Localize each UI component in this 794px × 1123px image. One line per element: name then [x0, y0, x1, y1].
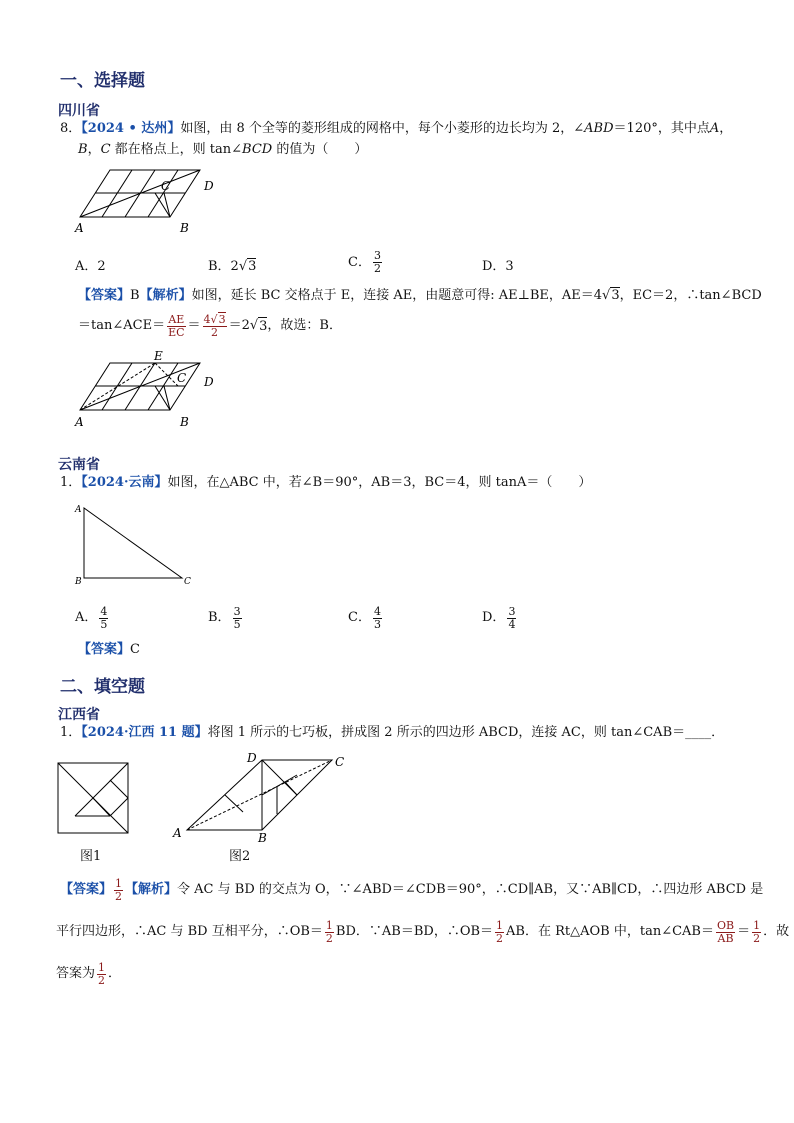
q2-option-b [208, 600, 244, 636]
q2-label-A: A [75, 505, 82, 515]
q3-half-den: 2 [325, 931, 333, 945]
q1-sol-label-A: A [75, 415, 84, 429]
q3-half-den: 2 [98, 973, 106, 987]
q1-option-c-letter: C． [348, 255, 371, 270]
q1-sol-label-B: B [180, 415, 189, 429]
section-title-fill: 二、填空题 [60, 677, 145, 697]
q3-half-num: 1 [753, 918, 761, 932]
q3-label-B: B [258, 831, 267, 845]
q3-stem [60, 724, 724, 742]
q3-stem-text: 将图 1 所示的七巧板，拼成图 2 所示的四边形 ABCD，连接 AC，则 tan∠CAB＝____． [207, 725, 725, 740]
q1-answer-line2: ＝tan∠ACE＝ $\frac{AE}{EC}$ ＝ $\frac{4√3}{2}$ ＝2 √ 3 ，故选：B． [78, 312, 342, 339]
q2-stem-text: 如图，在△ABC 中，若∠B＝90°，AB＝3，BC＝4，则 tanA＝（ ） [167, 475, 592, 490]
q3-figure1-tangram [55, 760, 135, 835]
q3-analysis-text: 答案为 [56, 966, 96, 981]
q1-sol-label-C: C [177, 371, 187, 385]
q1-stem-line2 [78, 141, 367, 159]
q1-stem-text: 都在格点上，则 tan∠ [110, 142, 243, 157]
q3-analysis-text: 令 AC 与 BD 的交点为 O，∵∠ABD＝∠CDB＝90°，∴CD∥AB，又∵AB∥CD，∴四边形 ABCD 是 [177, 882, 764, 897]
q2-label-C: C [184, 577, 191, 587]
q1-option-b-text: B．2 [208, 259, 239, 274]
q1-analysis-tag: 【解析】 [139, 288, 192, 303]
q1-stem-text: ， [87, 142, 101, 157]
q2-option-c [348, 600, 384, 636]
q1-label-B: B [180, 221, 189, 235]
q1-answer-tag: 【答案】 [78, 288, 131, 303]
q2-option-d [482, 600, 518, 636]
q1-frac2-radicand: 3 [218, 312, 226, 326]
q1-option-d: D．3 [482, 259, 514, 274]
q3-frac-den: AB [717, 931, 734, 945]
q3-answer-tag: 【答案】 [60, 882, 113, 897]
q3-number: 1． [60, 725, 82, 740]
q1-stem-text: ＝120°，其中点 [613, 121, 710, 136]
q1-frac2-num: 4 [203, 312, 211, 326]
q1-option-b: B．2√3 [208, 259, 257, 274]
q2-figure-triangle [70, 500, 200, 590]
q3-analysis-text: ． [108, 966, 122, 981]
q1-number: 8． [60, 121, 82, 136]
q1-source: 【2024 • 达州】 [81, 121, 181, 136]
q3-analysis-tag: 【解析】 [125, 882, 178, 897]
q1-analysis-radicand: 3 [259, 318, 268, 334]
q3-answer-line2 [56, 914, 789, 950]
q1-analysis-text: ，EC＝2，∴tan∠BCD [619, 288, 762, 303]
q3-fig1-caption: 图1 [80, 849, 102, 864]
q2-answer [78, 641, 140, 659]
province-sichuan: 四川省 [58, 103, 100, 119]
q1-stem-text: BCD [242, 142, 273, 157]
q1-option-c [348, 250, 384, 275]
q2-source: 【2024·云南】 [81, 475, 168, 490]
q1-frac-num: AE [168, 312, 185, 326]
q3-half-num: 1 [496, 918, 504, 932]
q1-label-D: D [204, 179, 214, 193]
q2-option-letter: D． [482, 610, 506, 625]
q1-analysis-radicand: 3 [611, 288, 620, 303]
q3-answer-den: 2 [115, 889, 123, 903]
q1-stem-text: ABD [584, 121, 614, 136]
q1-solution-figure [70, 348, 230, 430]
q1-option-c-num: 3 [373, 249, 381, 262]
q1-label-C: C [161, 179, 171, 193]
q3-analysis-text: AB．在 Rt△AOB 中，tan∠CAB＝ [506, 924, 714, 939]
q3-half-num: 1 [98, 960, 106, 974]
q3-frac-num: OB [716, 918, 735, 932]
q1-answer-value: B [130, 288, 140, 303]
q1-analysis-text: ＝tan∠ACE＝ [78, 318, 166, 333]
q3-label-D: D [247, 751, 257, 765]
q2-option-num: 3 [233, 604, 241, 618]
q3-answer-line1 [60, 872, 763, 908]
q1-analysis-text: ，故选：B． [267, 318, 342, 333]
q2-option-letter: B． [208, 610, 231, 625]
q1-analysis-text: ＝2 [228, 318, 250, 333]
q3-half-den: 2 [496, 931, 504, 945]
q1-option-c-den: 2 [373, 262, 381, 275]
q2-stem [60, 474, 591, 492]
q1-frac2-den: 2 [211, 325, 219, 339]
q1-option-b-radicand: 3 [248, 259, 257, 274]
q3-answer-line3 [56, 956, 121, 992]
q1-label-A: A [75, 221, 84, 235]
q2-answer-value: C [130, 642, 140, 657]
q1-frac-den: EC [168, 325, 185, 339]
q2-option-den: 4 [508, 617, 516, 631]
q1-option-a: A．2 [75, 259, 106, 274]
q2-option-num: 4 [373, 604, 381, 618]
q3-label-C: C [335, 755, 345, 769]
q1-analysis-text: 如图，延长 BC 交格点于 E，连接 AE，由题意可得: AE⊥BE，AE＝4 [191, 288, 603, 303]
q2-option-den: 5 [100, 617, 108, 631]
q3-source: 【2024·江西 11 题】 [81, 725, 208, 740]
q3-analysis-text: 平行四边形，∴AC 与 BD 互相平分，∴OB＝ [56, 924, 323, 939]
q3-answer-num: 1 [115, 876, 123, 890]
q3-half-num: 1 [325, 918, 333, 932]
q3-figure2-parallelogram [165, 750, 355, 845]
province-jiangxi: 江西省 [58, 707, 100, 723]
section-title-choice: 一、选择题 [60, 71, 145, 91]
q3-half-den: 2 [753, 931, 761, 945]
q3-analysis-text: BD．∵AB＝BD，∴OB＝ [335, 924, 494, 939]
q1-figure-rhombus-grid [70, 165, 230, 240]
q2-option-den: 3 [373, 617, 381, 631]
q1-answer-line1: 【答案】B【解析】如图，延长 BC 交格点于 E，连接 AE，由题意可得: AE⊥BE，AE＝4√3，EC＝2，∴tan∠BCD [78, 288, 762, 303]
q3-fig2-caption: 图2 [229, 849, 251, 864]
q2-answer-tag: 【答案】 [78, 642, 131, 657]
q1-stem-text: A [709, 121, 720, 136]
q2-option-letter: C． [348, 610, 371, 625]
q1-stem-text: 如图，由 8 个全等的菱形组成的网格中，每个小菱形的边长均为 2，∠ [180, 121, 585, 136]
q3-analysis-text: ．故 [763, 924, 790, 939]
q1-stem-text: B [78, 142, 88, 157]
q1-stem-text: C [100, 142, 111, 157]
q2-option-num: 4 [100, 604, 108, 618]
q1-stem-text: ， [719, 121, 733, 136]
province-yunnan: 云南省 [58, 457, 100, 473]
q2-number: 1． [60, 475, 82, 490]
q3-analysis-text: ＝ [737, 924, 751, 939]
q1-sol-label-D: D [204, 375, 214, 389]
q2-option-num: 3 [508, 604, 516, 618]
q1-sol-label-E: E [154, 349, 163, 363]
q2-option-den: 5 [233, 617, 241, 631]
q1-stem-line1 [60, 120, 732, 138]
q3-label-A: A [173, 826, 182, 840]
q2-option-a [75, 600, 110, 636]
q1-analysis-text: ＝ [187, 318, 201, 333]
q2-label-B: B [75, 577, 82, 587]
q1-stem-text: 的值为（ ） [272, 142, 368, 157]
q2-option-letter: A． [75, 610, 98, 625]
